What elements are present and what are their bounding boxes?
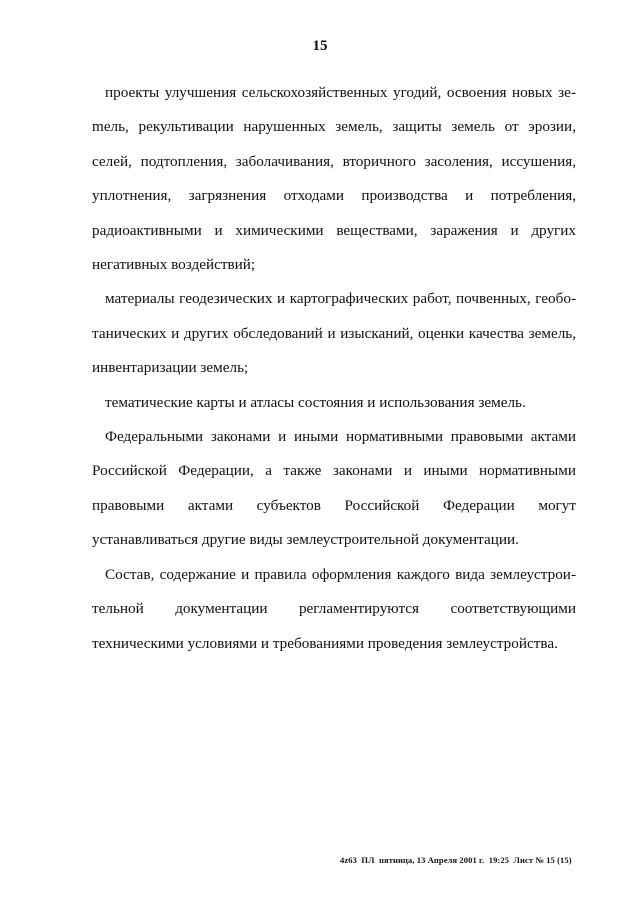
footer-date: пятница, 13 Апреля 2001 г. (379, 855, 485, 865)
body-text (92, 76, 576, 661)
footer-doc-code: 4z63 (340, 855, 357, 865)
paragraph-thematic-maps: тематические карты и атласы состояния и использования земель. (105, 393, 526, 411)
paragraph-federal-laws: Федеральными законами и иными нормативными правовыми актами Российской Федерации, а также законами и иными нормативными правовыми актами субъектов Российской Федерации могут устанавливаться другие виды землеустроительной документации. (92, 428, 576, 549)
paragraph-survey-materials: материалы геодезических и картографических работ, почвенных, геоботанических и других обследований и изысканий, оценки качества земель, инвентаризации земель; (92, 290, 576, 377)
footer-time: 19:25 (488, 855, 510, 865)
paragraph-composition-rules: Состав, содержание и правила оформления каждого вида землеустроительной документации регламентируются соответствующими техническими условиями и требованиями проведения землеустройства. (92, 565, 576, 652)
footer-initials: ПЛ (361, 855, 375, 865)
page-number: 15 (312, 38, 328, 54)
footer-sheet: Лист № 15 (15) (513, 855, 572, 865)
paragraph-land-improvement-projects: проекты улучшения сельскохозяйственных угодий, освоения новых зеmель, рекультивации нарушенных земель, защиты земель от эрозии, селей, подтопления, заболачивания, вторичного засоления, иссушения, уплотнения, загрязнения отходами производства и потребления, радиоактивными и химическими веществами, заражения и других негативных воздействий; (92, 84, 576, 274)
footer-print-stamp (340, 855, 572, 865)
